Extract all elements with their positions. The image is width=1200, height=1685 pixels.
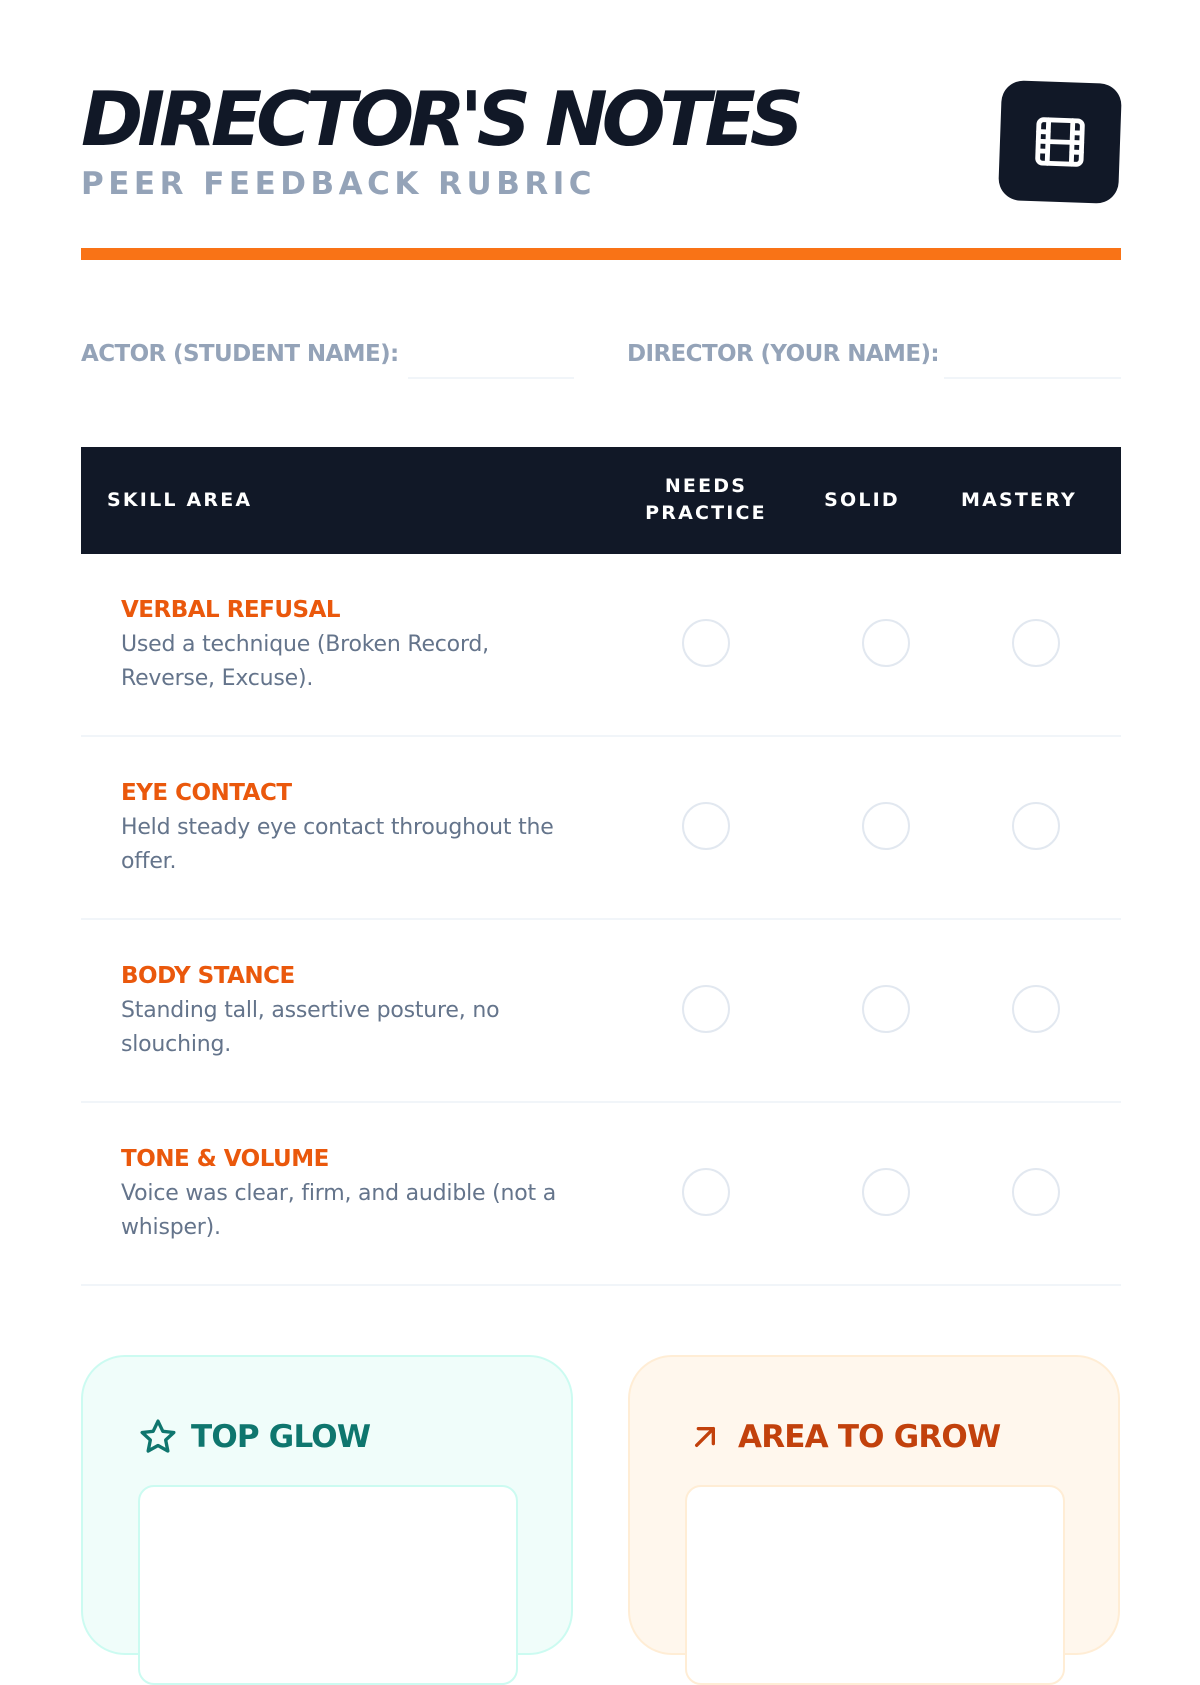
radio-needs-practice[interactable] bbox=[682, 1168, 730, 1216]
director-name-field[interactable] bbox=[944, 377, 1121, 379]
top-glow-title: TOP GLOW bbox=[191, 1417, 370, 1457]
radio-solid[interactable] bbox=[862, 802, 910, 850]
star-icon bbox=[138, 1417, 178, 1457]
radio-solid[interactable] bbox=[862, 619, 910, 667]
director-name-label: DIRECTOR (YOUR NAME): bbox=[627, 340, 939, 368]
rubric-table-header bbox=[81, 447, 1121, 554]
actor-name-label: ACTOR (STUDENT NAME): bbox=[81, 340, 399, 368]
area-to-grow-card bbox=[628, 1355, 1120, 1655]
skill-description: Used a technique (Broken Record, Reverse, Excuse). bbox=[121, 628, 581, 696]
top-glow-card bbox=[81, 1355, 573, 1655]
page-subtitle: PEER FEEDBACK RUBRIC bbox=[81, 166, 596, 202]
header-mastery: MASTERY bbox=[949, 487, 1089, 514]
header-needs-line1: NEEDS bbox=[621, 473, 791, 500]
radio-solid[interactable] bbox=[862, 985, 910, 1033]
radio-needs-practice[interactable] bbox=[682, 802, 730, 850]
radio-needs-practice[interactable] bbox=[682, 985, 730, 1033]
skill-description: Held steady eye contact throughout the offer. bbox=[121, 811, 581, 879]
header-solid: SOLID bbox=[807, 487, 917, 514]
top-glow-input[interactable] bbox=[138, 1485, 518, 1685]
actor-name-field[interactable] bbox=[408, 377, 574, 379]
skill-description: Standing tall, assertive posture, no slouching. bbox=[121, 994, 581, 1062]
area-to-grow-input[interactable] bbox=[685, 1485, 1065, 1685]
header-needs-practice bbox=[621, 473, 791, 527]
radio-mastery[interactable] bbox=[1012, 985, 1060, 1033]
header-divider bbox=[81, 248, 1121, 260]
header-skill-area: SKILL AREA bbox=[107, 487, 252, 514]
rubric-row-eye-contact bbox=[81, 737, 1121, 920]
skill-title: BODY STANCE bbox=[121, 961, 295, 991]
radio-mastery[interactable] bbox=[1012, 1168, 1060, 1216]
film-icon bbox=[1030, 112, 1090, 172]
arrow-up-right-icon bbox=[685, 1417, 725, 1457]
radio-mastery[interactable] bbox=[1012, 619, 1060, 667]
logo-badge bbox=[998, 80, 1122, 204]
skill-title: VERBAL REFUSAL bbox=[121, 595, 340, 625]
skill-description: Voice was clear, firm, and audible (not a whisper). bbox=[121, 1177, 581, 1245]
page-title: DIRECTOR'S NOTES bbox=[81, 78, 798, 160]
rubric-row-body-stance bbox=[81, 920, 1121, 1103]
area-to-grow-title: AREA TO GROW bbox=[738, 1417, 1000, 1457]
rubric-row-tone-volume bbox=[81, 1103, 1121, 1286]
radio-mastery[interactable] bbox=[1012, 802, 1060, 850]
skill-title: EYE CONTACT bbox=[121, 778, 292, 808]
rubric-row-verbal-refusal bbox=[81, 554, 1121, 737]
radio-solid[interactable] bbox=[862, 1168, 910, 1216]
skill-title: TONE & VOLUME bbox=[121, 1144, 329, 1174]
header-needs-line2: PRACTICE bbox=[621, 500, 791, 527]
radio-needs-practice[interactable] bbox=[682, 619, 730, 667]
